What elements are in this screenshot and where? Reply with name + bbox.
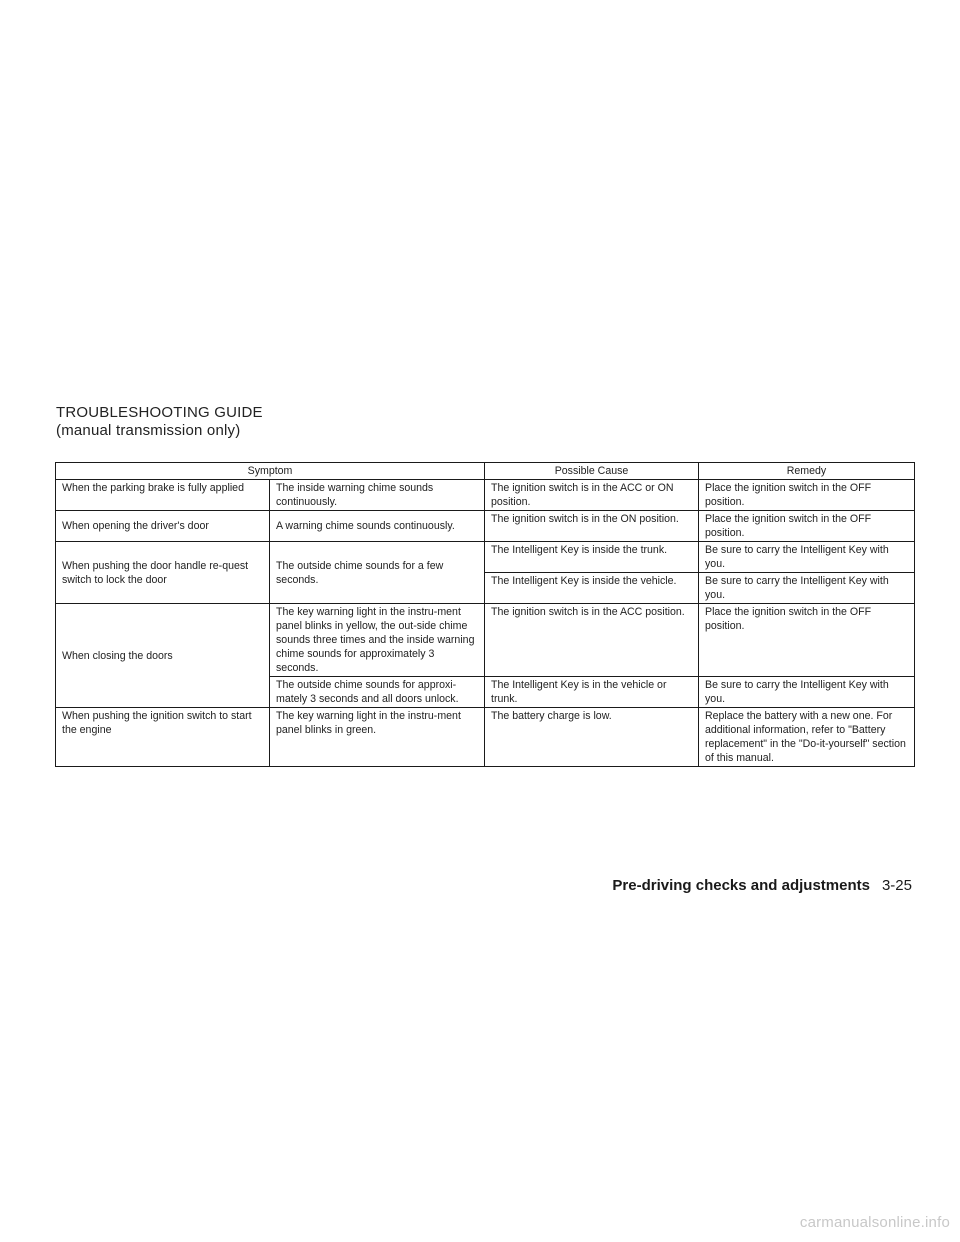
- watermark: carmanualsonline.info: [799, 1214, 950, 1231]
- remedy-cell: Place the ignition switch in the OFF position.: [699, 480, 915, 511]
- remedy-cell: Place the ignition switch in the OFF position.: [699, 511, 915, 542]
- table-row: [56, 542, 915, 573]
- symptom-cell: When pushing the door handle re-quest switch to lock the door: [56, 542, 270, 604]
- page-footer: [612, 877, 912, 894]
- table-row: [56, 708, 915, 767]
- cause-cell: The battery charge is low.: [485, 708, 699, 767]
- remedy-cell: Be sure to carry the Intelligent Key with you.: [699, 573, 915, 604]
- troubleshooting-table: [55, 462, 915, 767]
- header-remedy: Remedy: [699, 463, 915, 480]
- table-header-row: [56, 463, 915, 480]
- header-possible-cause: Possible Cause: [485, 463, 699, 480]
- condition-cell: A warning chime sounds continuously.: [270, 511, 485, 542]
- condition-cell: The outside chime sounds for approxi-mately 3 seconds and all doors unlock.: [270, 677, 485, 708]
- table-row: [56, 511, 915, 542]
- section-title-line-1: TROUBLESHOOTING GUIDE: [56, 404, 263, 421]
- table-row: [56, 604, 915, 677]
- symptom-cell: When opening the driver's door: [56, 511, 270, 542]
- remedy-cell: Be sure to carry the Intelligent Key with you.: [699, 542, 915, 573]
- header-symptom: Symptom: [56, 463, 485, 480]
- section-title-line-2: (manual transmission only): [56, 422, 241, 439]
- remedy-cell: Replace the battery with a new one. For additional information, refer to "Battery replacement" in the "Do-it-yourself" section of this manual.: [699, 708, 915, 767]
- symptom-cell: When pushing the ignition switch to start the engine: [56, 708, 270, 767]
- cause-cell: The ignition switch is in the ACC position.: [485, 604, 699, 677]
- condition-cell: The key warning light in the instru-ment panel blinks in green.: [270, 708, 485, 767]
- remedy-cell: Place the ignition switch in the OFF position.: [699, 604, 915, 677]
- condition-cell: The key warning light in the instru-ment panel blinks in yellow, the out-side chime sounds three times and the inside warning chime sounds for approximately 3 seconds.: [270, 604, 485, 677]
- section-title: [56, 404, 263, 440]
- cause-cell: The ignition switch is in the ON position.: [485, 511, 699, 542]
- cause-cell: The ignition switch is in the ACC or ON position.: [485, 480, 699, 511]
- symptom-cell: When closing the doors: [56, 604, 270, 708]
- footer-section-name: Pre-driving checks and adjustments: [612, 877, 870, 894]
- condition-cell: The inside warning chime sounds continuously.: [270, 480, 485, 511]
- table-row: [56, 480, 915, 511]
- remedy-cell: Be sure to carry the Intelligent Key with you.: [699, 677, 915, 708]
- cause-cell: The Intelligent Key is in the vehicle or trunk.: [485, 677, 699, 708]
- page-number: 3-25: [881, 877, 912, 894]
- cause-cell: The Intelligent Key is inside the vehicle.: [485, 573, 699, 604]
- cause-cell: The Intelligent Key is inside the trunk.: [485, 542, 699, 573]
- condition-cell: The outside chime sounds for a few seconds.: [270, 542, 485, 604]
- symptom-cell: When the parking brake is fully applied: [56, 480, 270, 511]
